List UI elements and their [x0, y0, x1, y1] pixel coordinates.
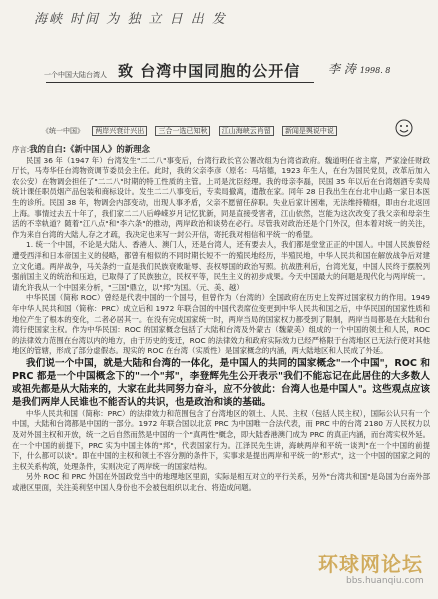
watermark-url: bbs.huanqiu.com — [346, 576, 424, 586]
paragraph: 中华民国（简称 ROC）曾经是代表中国的一个国号，但曾作为（台湾的）全国政府在历史上发挥过国家权力的作用。1949 年中华人民共和国（简称：PRC）成立后和 1972 年联合国的中国代表席位变更到中华人民共和国之后，中华民国的国家性质和地位产生了根本的变化，二者必居其一。在没有完成国家统一时，两岸当局的国家权力都受到了限制，两岸当局都是在大陆和台湾行使国家主权。作为中华民国：ROC 的国家概念包括了大陆和台湾及外蒙古（魏蒙美）组成的一个中国的领土和人民，ROC 的法律效力范围在台湾以内的地方，由于历史的变迁，ROC 的法律效力和政府实际效力已经严格限于台湾地区已无法行使对其他地区的管辖，形成了部分虚假态。现实的 ROC 在台湾（实质性）是国家概念的内涵，两大陆地区和人民成了外延。 — [12, 293, 430, 356]
header-subtitle: 一个中国大陆台湾人 — [44, 71, 107, 79]
tag-item: 江山海峡云肖留 — [219, 126, 274, 136]
tag-title: 《统一中国》 — [42, 127, 84, 135]
author-name: 李 涛 — [328, 62, 356, 76]
tag-item: 新闻是舆说中说 — [282, 126, 337, 136]
heading-text: 我的自白:《新中国人》的新理念 — [29, 144, 150, 154]
paragraph: 1. 统一个中国，不论是大陆人、香港人、澳门人，还是台湾人，还有要去人，我们都是堂堂正正的中国人。中国人民族曾经遭受西洋和日本帝国主义的侵略，都曾有相似的不同时期长短不一的殖民地经历，半殖民地，中华人民共和国在解放战争后对建立文化通。两岸战争，马关条约一直是我们民族衰败耻辱、丧权辱国的政治写照。抗战胜利后，台湾光复，中国人民终于摆脱列强前国主义的统治和压迫，已取得了了民族独立，民权平等，民生主义的初步成果。今天中国最大的问题是现代化与两岸统一。请允许我从一个中国来分析，"三国"鼎立，以"邦"为国。（元、美、越） — [12, 240, 430, 292]
letter-title: 致 台湾中国同胞的公开信 — [118, 62, 301, 80]
paragraph-emphasis: 我们说一个中国，就是大陆和台湾的一体化，是中国人的共同的国家概念"一个中国"，ROC 和 PRC 都是一个中国概念下的"一个"邦"，李登辉先生公开表示"我们不能忘记在此居住的大多数人或祖先都是从大陆来的，大家在此共同努力奋斗，应不分彼此：台湾人也是中国人"。这些观点应该是我们两岸人民谁也不能否认的共识，也是政治和谈的基础。 — [12, 357, 430, 408]
section-heading — [12, 144, 430, 156]
tag-item: 两岸兴衰计兴出 — [92, 126, 147, 136]
letter-date: 1998. 8 — [359, 66, 391, 75]
paragraph: 另外 ROC 和 PRC 外国在外国政党当中的地理地区里面，实际是相互对立的平行关系，另外"台湾共和国"是岛国为台南外部或港区里面，关注美利坚中国人身份也不会被包组织以北台、将造成问题。 — [12, 472, 430, 493]
title-underline — [46, 82, 314, 83]
letter-body — [12, 144, 430, 494]
smiley-face-icon — [394, 118, 414, 138]
site-watermark — [318, 548, 436, 596]
author-block — [328, 60, 390, 77]
paragraph: 中华人民共和国（简称：PRC）的法律效力和范围包含了台湾地区的领土、人民、主权（包括人民主权），国际公认只有一个中国，大陆和台湾都是中国的一部分。1972 年联合国以北京 PRC 为中国唯一合法代表，而 PRC 中的台湾 2180 万人民权力以及对外国主权和开放，统一之后自然而然是中国的一个"真两性"概念，即大陆香港澳门成为 PRC 的真正内涵，而台湾实权外延。在一个中国的前提下，PRC 实为中国主体的"邦"，代表国家行为。江泽民先生讲，海峡两岸和平统一谈判"在一个中国的前提下，什么都可以谈"。即在中国的主权和领土不容分割的条件下，实事求是提出两岸和平统一的"形式"，这一个中国的国家之间的主权关系构筑，处理条件，实则决定了两岸统一的国家结构。 — [12, 408, 430, 471]
paragraph: 民国 36 年（1947 年）台湾发生"二二八"事变后，台湾行政长官公署改组为台湾省政府。魏道明任省主席，严家淦任财政厅长，马寿华任台湾物资调节委员会主任。此时，我的父亲李彦（原名：马培德，1923 年生人，在台为国民党员，改革后加入农公安）在物调会担任了"二二八"时期的特工性质的主管。上司是沈臣经理。我的母亲李磊，民国 35 年以后在台湾烟酒专卖局统计课任职员烟产品包装和商标设计。发生二二八事变后，专卖局撤离，遣散在家。同年 28 日我出生在台北中山路一家日本医生的诊所。民国 38 年，物调会内部变动，出现人事矛盾，父亲不愿留任辞职。失业后家计困难，无法维持精细，即由台北返回上海。事情过去五十年了，我们家二二八后峥嵘岁月记忆犹新，同是直接受害者，江山依然，岂能为这次改变了我父亲和母亲生活的不幸轨道？随着"江八点"和"李六条"的推动，两岸政治和谈势在必行。尽管我对政治还是个门外汉，但本着对统一的关注，作为来自台湾的大陆人,存之才疏，我决定也来写一封公开信，寄托我对相信和平统一的希望。 — [12, 155, 430, 239]
tag-item: 三合一选已知秋 — [155, 126, 210, 136]
heading-prefix: 序言: — [12, 145, 30, 154]
watermark-logo: 环球网论坛 — [318, 552, 423, 576]
handwritten-note: 海峡 时间 为 独 立 日 出 发 — [34, 12, 227, 27]
tag-line — [42, 126, 392, 138]
letter-header — [0, 48, 438, 88]
